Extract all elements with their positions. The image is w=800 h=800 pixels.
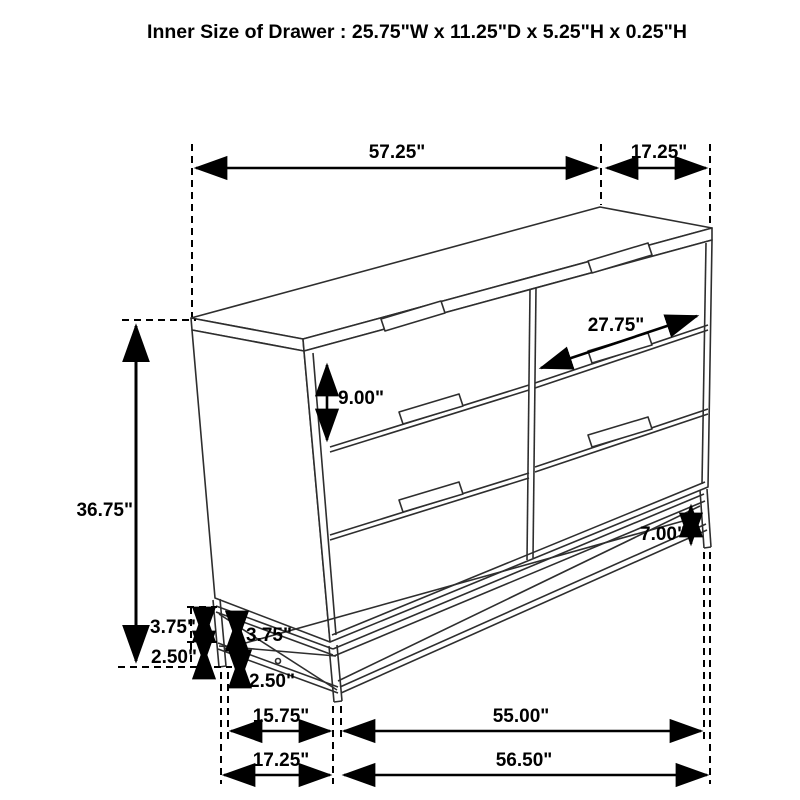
dim-label-base-depth-outer: 17.25": [252, 750, 310, 771]
dim-label-drawer-width: 27.75": [587, 315, 645, 336]
rear-left-leg: [213, 600, 219, 667]
dim-label-top-depth: 17.25": [630, 142, 688, 163]
dim-label-frame-lower-inner: 2.50": [249, 671, 295, 692]
dresser-drawing: [191, 207, 712, 642]
front-right-leg: [707, 489, 711, 547]
front-right-leg: [700, 490, 704, 548]
dim-label-leg-height: 7.00": [640, 524, 686, 545]
front-left-leg-foot: [334, 701, 342, 702]
diagram-title: Inner Size of Drawer : 25.75"W x 11.25"D x 5.25"H x 0.25"H: [147, 21, 687, 43]
dim-label-base-width-inner: 55.00": [492, 706, 550, 727]
front-right-leg-foot: [704, 547, 711, 548]
dim-label-overall-height: 36.75": [76, 500, 133, 521]
dim-label-drawer-height: 9.00": [338, 388, 384, 409]
dim-label-base-width-outer: 56.50": [495, 750, 553, 771]
dim-label-base-depth-inner: 15.75": [252, 706, 310, 727]
dim-label-frame-lower-outer: 2.50": [151, 647, 197, 668]
dim-label-top-width: 57.25": [368, 142, 426, 163]
dim-label-frame-upper-outer: 3.75": [150, 617, 196, 638]
screw-detail: [276, 659, 281, 664]
dim-label-frame-upper-inner: 3.75": [246, 625, 292, 646]
